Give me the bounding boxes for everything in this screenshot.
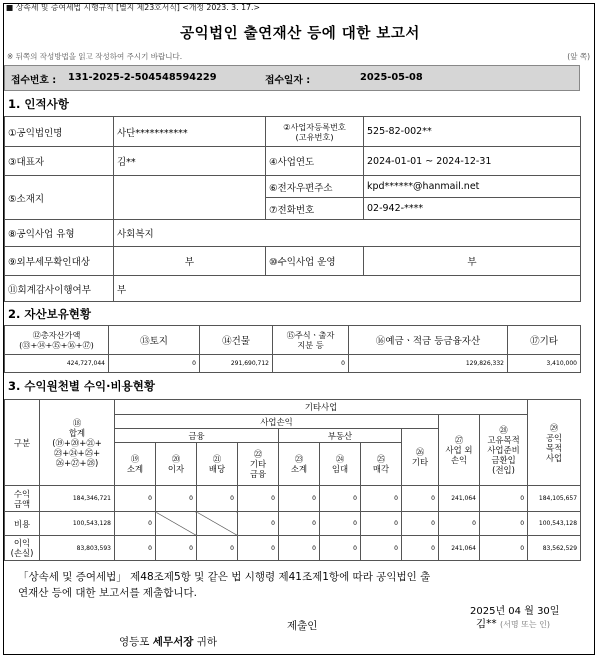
cell: 0 bbox=[402, 512, 439, 536]
cell: 0 bbox=[320, 536, 361, 561]
cell-diagonal bbox=[156, 512, 197, 536]
cell: 241,064 bbox=[439, 486, 480, 512]
submitter-name: 김** bbox=[476, 618, 497, 630]
profit-value: 부 bbox=[364, 247, 581, 276]
asset-value-other: 3,410,000 bbox=[508, 355, 581, 373]
cell: 0 bbox=[402, 486, 439, 512]
signature-note: (서명 또는 인) bbox=[500, 620, 550, 629]
submit-month: 04 월 bbox=[508, 606, 534, 617]
profit-label: ⑩수익사업 운영 bbox=[266, 247, 364, 276]
row-label-text: 수익 금액 bbox=[13, 488, 31, 509]
asset-value-total: 424,727,044 bbox=[5, 355, 109, 373]
receipt-bar bbox=[4, 65, 580, 91]
header-sale bbox=[361, 443, 402, 486]
year-label: ④사업연도 bbox=[266, 147, 364, 176]
header-subtotal1 bbox=[115, 443, 156, 486]
asset-table bbox=[4, 325, 581, 373]
table-row bbox=[5, 486, 581, 512]
submit-day: 30일 bbox=[537, 606, 560, 617]
submit-date bbox=[470, 602, 559, 617]
asset-header-land: ⑬토지 bbox=[109, 326, 200, 355]
form-reference: ■ 상속세 및 증여세법 시행규칙 [별지 제23호서식] <개정 2023. 3. 17.> bbox=[6, 3, 261, 12]
header-public bbox=[528, 400, 581, 486]
ext-value: 부 bbox=[114, 247, 266, 276]
asset-value-deposit: 129,826,332 bbox=[349, 355, 508, 373]
row-label-text: 비용 bbox=[13, 518, 31, 529]
cell: 0 bbox=[279, 536, 320, 561]
asset-header-stock bbox=[273, 326, 349, 355]
page-side-label: (앞 쪽) bbox=[567, 52, 590, 61]
cell: 0 bbox=[361, 512, 402, 536]
asset-header-deposit: ⑯예금ㆍ적금 등금융자산 bbox=[349, 326, 508, 355]
statement-line2: 연재산 등에 대한 보고서를 제출합니다. bbox=[18, 587, 197, 599]
header-fin-other-text: ㉒ 기타 금융 bbox=[249, 449, 267, 479]
asset-value-building: 291,690,712 bbox=[200, 355, 273, 373]
header-gubun: 구분 bbox=[5, 400, 40, 486]
row-label-text: 이익 (손실) bbox=[10, 538, 34, 558]
audit-label: ⑪회계감사이행여부 bbox=[5, 276, 114, 302]
header-subtotal2-text: ㉓ 소계 bbox=[290, 454, 308, 474]
submit-year: 2025년 bbox=[470, 606, 506, 617]
header-nonbiz bbox=[439, 415, 480, 486]
header-nonbiz-text: ㉗ 사업 외 손익 bbox=[445, 435, 473, 465]
header-sale-text: ㉕ 매각 bbox=[372, 454, 390, 474]
asset-header-other: ⑰기타 bbox=[508, 326, 581, 355]
cell: 0 bbox=[320, 486, 361, 512]
rep-value: 김** bbox=[114, 147, 266, 176]
income-table bbox=[4, 399, 581, 561]
office-suffix: 귀하 bbox=[196, 636, 217, 648]
header-total-text: ⑱ 합계 (⑲+⑳+㉑+ ㉓+㉔+㉕+ ㉖+㉗+㉘) bbox=[52, 417, 102, 468]
cell: 184,105,657 bbox=[528, 486, 581, 512]
header-public-text: ㉙ 공익 목적 사업 bbox=[545, 422, 563, 463]
cell: 0 bbox=[197, 486, 238, 512]
header-finance: 금융 bbox=[115, 429, 279, 443]
header-subtotal1-text: ⑲ 소계 bbox=[126, 454, 144, 474]
asset-header-total-text: ⑫총자산가액 (⑬+⑭+⑮+⑯+⑰) bbox=[19, 330, 94, 350]
header-total bbox=[40, 400, 115, 486]
cell: 0 bbox=[480, 486, 528, 512]
cell: 241,064 bbox=[439, 536, 480, 561]
receipt-number-label: 접수번호 : bbox=[11, 75, 57, 86]
asset-header-total bbox=[5, 326, 109, 355]
cell: 0 bbox=[279, 486, 320, 512]
cell: 0 bbox=[238, 512, 279, 536]
cell: 83,803,593 bbox=[40, 536, 115, 561]
header-rent bbox=[320, 443, 361, 486]
office-prefix: 영등포 bbox=[119, 636, 150, 648]
header-interest-text: ⑳ 이자 bbox=[167, 454, 185, 474]
header-interest bbox=[156, 443, 197, 486]
statement-line1: 「상속세 및 증여세법」 제48조제5항 및 같은 법 시행령 제41조제1항에 따라 공익법인 출 bbox=[18, 571, 431, 583]
cell: 100,543,128 bbox=[528, 512, 581, 536]
cell: 0 bbox=[279, 512, 320, 536]
cell: 0 bbox=[238, 486, 279, 512]
cell: 0 bbox=[115, 512, 156, 536]
rep-label: ③대표자 bbox=[5, 147, 114, 176]
cell: 0 bbox=[439, 512, 480, 536]
instruction-note: ※ 뒤쪽의 작성방법을 읽고 작성하여 주시기 바랍니다. bbox=[7, 52, 183, 61]
header-rent-text: ㉔ 임대 bbox=[331, 454, 349, 474]
asset-value-stock: 0 bbox=[273, 355, 349, 373]
cell: 0 bbox=[115, 536, 156, 561]
email-label: ⑥전자우편주소 bbox=[266, 176, 364, 198]
header-other-text: ㉖ 기타 bbox=[411, 447, 429, 467]
header-other bbox=[402, 429, 439, 486]
section2-title: 2. 자산보유현황 bbox=[8, 307, 92, 321]
cell: 100,543,128 bbox=[40, 512, 115, 536]
addr-value bbox=[114, 176, 266, 220]
office-name: 세무서장 bbox=[152, 636, 194, 648]
type-value: 사회복지 bbox=[114, 220, 581, 247]
table-row bbox=[5, 536, 581, 561]
addressee bbox=[119, 634, 217, 649]
personal-info-table bbox=[4, 116, 581, 302]
asset-header-building: ⑭건물 bbox=[200, 326, 273, 355]
corp-name-value: 사단*********** bbox=[114, 117, 266, 147]
cell: 0 bbox=[361, 536, 402, 561]
ext-label: ⑨외부세무확인대상 bbox=[5, 247, 114, 276]
cell: 0 bbox=[238, 536, 279, 561]
asset-value-land: 0 bbox=[109, 355, 200, 373]
cell: 0 bbox=[480, 512, 528, 536]
cell: 0 bbox=[402, 536, 439, 561]
bizno-label bbox=[266, 117, 364, 147]
header-reserve bbox=[480, 415, 528, 486]
header-subtotal2 bbox=[279, 443, 320, 486]
section3-title: 3. 수익원천별 수익·비용현황 bbox=[8, 379, 155, 393]
submitter-label: 제출인 bbox=[287, 620, 318, 632]
cell: 0 bbox=[156, 486, 197, 512]
header-other-biz: 기타사업 bbox=[115, 400, 528, 415]
phone-label: ⑦전화번호 bbox=[266, 198, 364, 220]
asset-header-stock-text: ⑮주식ㆍ출자 지분 등 bbox=[286, 330, 335, 350]
header-fin-other bbox=[238, 443, 279, 486]
submitter bbox=[476, 616, 550, 631]
bizno-value: 525-82-002** bbox=[364, 117, 581, 147]
header-realestate: 부동산 bbox=[279, 429, 402, 443]
cell: 0 bbox=[480, 536, 528, 561]
row-label bbox=[5, 486, 40, 512]
phone-value: 02-942-**** bbox=[364, 198, 581, 220]
cell-diagonal bbox=[197, 512, 238, 536]
header-reserve-text: ㉘ 고유목적 사업준비 금환입 (전입) bbox=[487, 425, 520, 475]
header-dividend-text: ㉑ 배당 bbox=[208, 454, 226, 474]
cell: 0 bbox=[197, 536, 238, 561]
cell: 184,346,721 bbox=[40, 486, 115, 512]
cell: 0 bbox=[156, 536, 197, 561]
receipt-date-label: 접수일자 : bbox=[265, 75, 311, 86]
year-value: 2024-01-01 ~ 2024-12-31 bbox=[364, 147, 581, 176]
section1-title: 1. 인적사항 bbox=[8, 97, 69, 111]
cell: 0 bbox=[361, 486, 402, 512]
audit-value: 부 bbox=[114, 276, 581, 302]
page-title: 공익법인 출연재산 등에 대한 보고서 bbox=[180, 26, 420, 42]
row-label bbox=[5, 536, 40, 561]
cell: 0 bbox=[320, 512, 361, 536]
bizno-label-text: ②사업자등록번호 (고유번호) bbox=[283, 121, 346, 142]
type-label: ⑧공익사업 유형 bbox=[5, 220, 114, 247]
corp-name-label: ①공익법인명 bbox=[5, 117, 114, 147]
cell: 83,562,529 bbox=[528, 536, 581, 561]
addr-label: ⑤소재지 bbox=[5, 176, 114, 220]
header-biz-profit: 사업손익 bbox=[115, 415, 439, 429]
table-row bbox=[5, 512, 581, 536]
cell: 0 bbox=[115, 486, 156, 512]
receipt-date-value: 2025-05-08 bbox=[360, 72, 423, 83]
email-value: kpd******@hanmail.net bbox=[364, 176, 581, 198]
header-dividend bbox=[197, 443, 238, 486]
row-label bbox=[5, 512, 40, 536]
receipt-number-value: 131-2025-2-504548594229 bbox=[68, 72, 217, 83]
